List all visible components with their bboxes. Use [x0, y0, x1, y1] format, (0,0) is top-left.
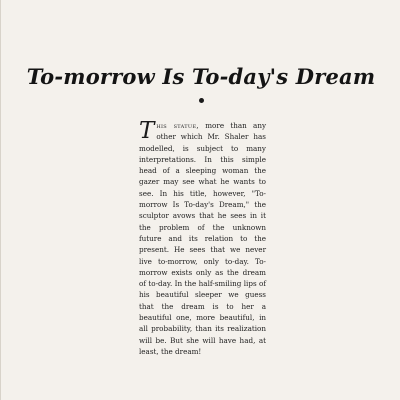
body-paragraph — [139, 120, 266, 357]
page-title: To-morrow Is To-day's Dream — [26, 64, 376, 89]
ornament-dot — [199, 98, 204, 103]
lead-in-text: his statue, — [156, 121, 199, 130]
drop-cap: T — [139, 118, 155, 144]
body-text: more than any other which Mr. Shaler has modelled, is subject to many interpretations. In this simple head of a sleeping woman the gazer may see what he wants to see. In his title, however, "To-morrow Is To-day's Dream," the sculptor avows that he sees in it the problem of the unknown future and its relation to the present. He sees that we never live to-morrow, only to-day. To-morrow exists only as the dream of to-day. In the half-smiling lips of his beautiful sleeper we guess that the dream is to her a beautiful one, more beautiful, in all probability, than its realization will be. But she will have had, at least, the dream! — [139, 121, 267, 356]
